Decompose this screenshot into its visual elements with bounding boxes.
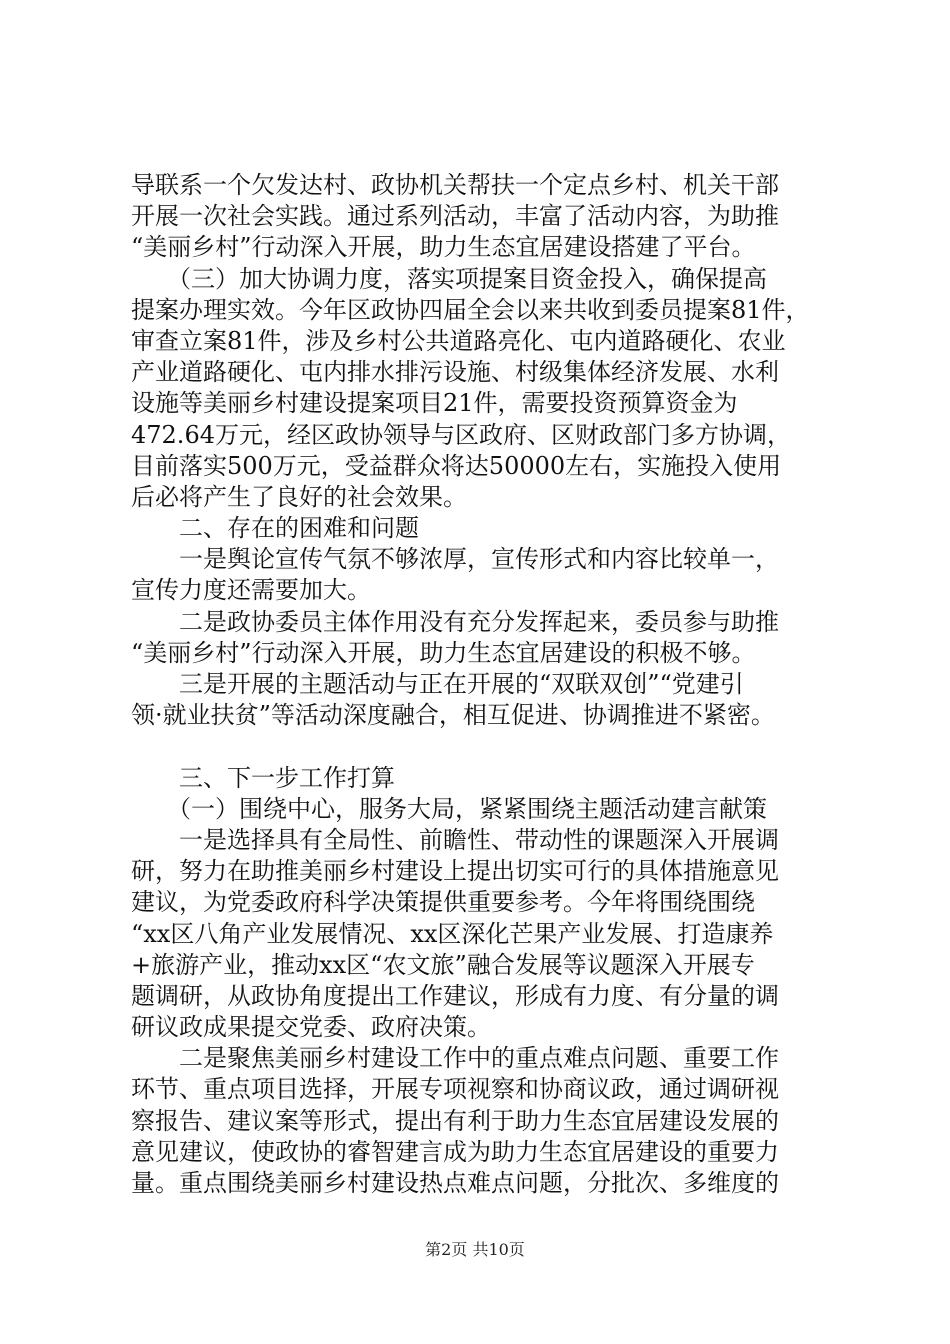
text-line: 建议，为党委政府科学决策提供重要参考。今年将围绕围绕 xyxy=(131,888,755,917)
text-line: 研，努力在助推美丽乡村建设上提出切实可行的具体措施意见 xyxy=(131,857,779,886)
text-line: 研议政成果提交党委、政府决策。 xyxy=(131,1013,491,1042)
text-line: +旅游产业，推动xx区“农文旅”融合发展等议题深入开展专 xyxy=(131,950,755,979)
text-line: 三、下一步工作打算 xyxy=(131,763,395,792)
text-line: 环节、重点项目选择，开展专项视察和协商议政，通过调研视 xyxy=(131,1075,779,1104)
text-line: 产业道路硬化、屯内排水排污设施、村级集体经济发展、水利 xyxy=(131,358,779,387)
text-line: 意见建议，使政协的睿智建言成为助力生态宜居建设的重要力 xyxy=(131,1137,779,1166)
text-line: 目前落实500万元，受益群众将达50000左右，实施投入使用 xyxy=(131,451,782,480)
text-line: 量。重点围绕美丽乡村建设热点难点问题，分批次、多维度的 xyxy=(131,1169,779,1197)
text-line: 472.64万元，经区政协领导与区政府、区财政部门多方协调， xyxy=(131,420,791,449)
text-line: 题调研，从政协角度提出工作建议，形成有力度、有分量的调 xyxy=(131,981,779,1010)
text-line: “美丽乡村”行动深入开展，助力生态宜居建设的积极不够。 xyxy=(131,638,756,667)
document-body xyxy=(131,170,827,1199)
text-line: 察报告、建议案等形式，提出有利于助力生态宜居建设发展的 xyxy=(131,1106,779,1135)
text-line: 二是政协委员主体作用没有充分发挥起来，委员参与助推 xyxy=(131,607,779,636)
text-line: “xx区八角产业发展情况、xx区深化芒果产业发展、打造康养 xyxy=(131,919,774,948)
text-line: 导联系一个欠发达村、政协机关帮扶一个定点乡村、机关干部 xyxy=(131,171,779,199)
text-line: 审查立案81件，涉及乡村公共道路亮化、屯内道路硬化、农业 xyxy=(131,326,786,355)
text-line: 二、存在的困难和问题 xyxy=(131,514,419,543)
text-line: 一是选择具有全局性、前瞻性、带动性的课题深入开展调 xyxy=(131,825,779,854)
text-line: 领·就业扶贫”等活动深度融合，相互促进、协调推进不紧密。 xyxy=(131,701,775,730)
text-line: 提案办理实效。今年区政协四届全会以来共收到委员提案81件， xyxy=(131,295,810,324)
page-footer: 第2页 共10页 xyxy=(425,1240,525,1259)
text-line: （一）围绕中心，服务大局，紧紧围绕主题活动建言献策 xyxy=(131,794,767,823)
text-line: 宣传力度还需要加大。 xyxy=(131,576,371,605)
text-line: 一是舆论宣传气氛不够浓厚，宣传形式和内容比较单一， xyxy=(131,545,779,574)
text-line: 三是开展的主题活动与正在开展的“双联双创”“党建引 xyxy=(131,670,744,698)
text-line: “美丽乡村”行动深入开展，助力生态宜居建设搭建了平台。 xyxy=(131,233,756,262)
text-line: 设施等美丽乡村建设提案项目21件，需要投资预算资金为 xyxy=(131,389,738,418)
text-line: 开展一次社会实践。通过系列活动，丰富了活动内容，为助推 xyxy=(131,202,779,231)
text-line: 后必将产生了良好的社会效果。 xyxy=(131,482,467,511)
blank-line xyxy=(131,731,827,762)
text-line: 二是聚焦美丽乡村建设工作中的重点难点问题、重要工作 xyxy=(131,1044,779,1073)
text-line: （三）加大协调力度，落实项提案目资金投入，确保提高 xyxy=(131,264,767,293)
